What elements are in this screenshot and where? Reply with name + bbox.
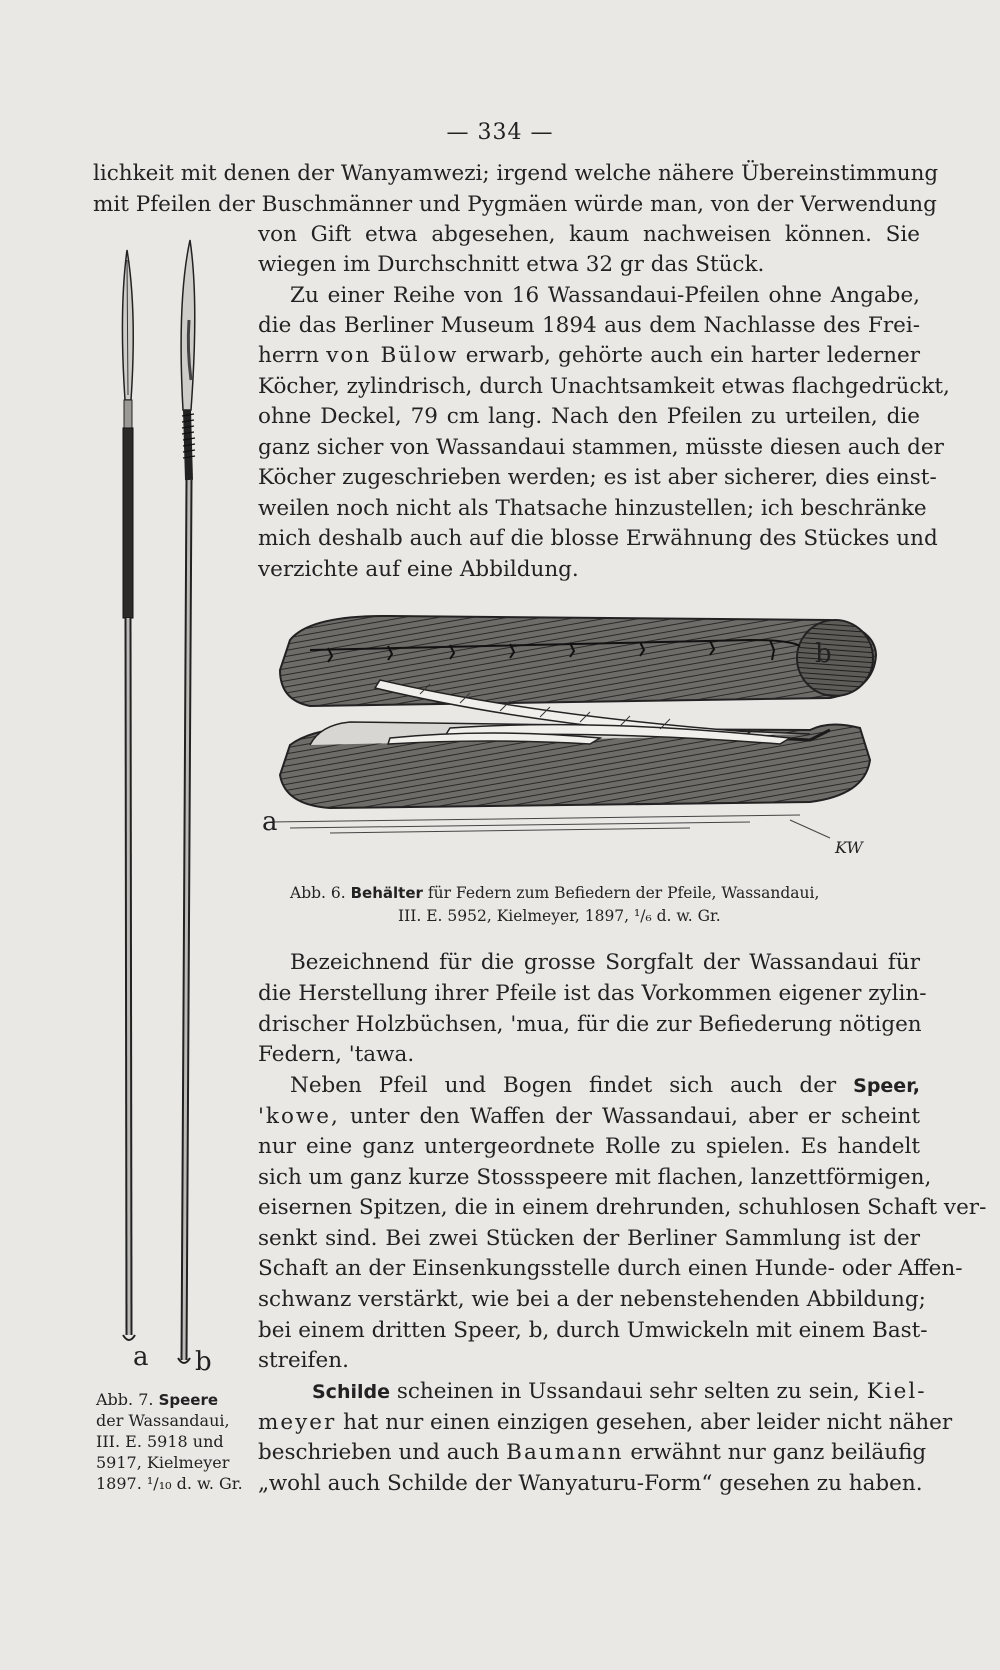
- text-span: scheinen in Ussandaui sehr selten zu sein,: [396, 1379, 860, 1404]
- name-baumann: Baumann: [506, 1440, 624, 1465]
- figure6-signature: KW: [835, 838, 863, 857]
- text-line: lichkeit mit denen der Wanyamwezi; irgend welche nähere Übereinstimmung: [93, 161, 939, 186]
- text-line: die Herstellung ihrer Pfeile ist das Vorkommen eigener zylin-: [258, 981, 927, 1006]
- text-span: herrn: [258, 343, 319, 368]
- text-span: erwarb, gehörte auch ein harter lederner: [465, 343, 920, 368]
- text-span: den Waffen der Wassandaui, aber er scheint: [419, 1104, 920, 1129]
- text-span: beschrieben und auch: [258, 1440, 500, 1465]
- name-spaced: von Bülow: [326, 343, 459, 368]
- text-line: „wohl auch Schilde der Wanyaturu-Form“ gesehen zu haben.: [258, 1471, 923, 1496]
- figure7-caption-line1: [96, 1389, 218, 1411]
- caption-bold: Speere: [158, 1391, 219, 1409]
- figure7-label-a: a: [133, 1342, 149, 1372]
- text-line: Federn, 'tawa.: [258, 1042, 415, 1067]
- figure6-label-a: a: [262, 807, 278, 837]
- page-number: — 334 —: [446, 120, 554, 145]
- text-line: [258, 341, 920, 371]
- figure6-caption-line1: [290, 882, 819, 904]
- term-kowe: 'kowe,: [258, 1104, 340, 1129]
- figure7-caption-line2: der Wassandaui,: [96, 1411, 230, 1430]
- text-line: [258, 1438, 927, 1468]
- text-line: sich um ganz kurze Stossspeere mit flachen, lanzettförmigen,: [258, 1165, 932, 1190]
- text-line: senkt sind. Bei zwei Stücken der Berliner Sammlung ist der: [258, 1226, 920, 1251]
- text-line: Köcher zugeschrieben werden; es ist aber sicherer, dies einst-: [258, 465, 937, 490]
- text-line: ganz sicher von Wassandaui stammen, müsste diesen auch der: [258, 435, 944, 460]
- figure7-label-b: b: [195, 1347, 212, 1377]
- text-line: nur eine ganz untergeordnete Rolle zu spielen. Es handelt: [258, 1134, 920, 1159]
- figure7-caption-line4: 5917, Kielmeyer: [96, 1453, 230, 1472]
- text-line: eisernen Spitzen, die in einem drehrunden, schuhlosen Schaft ver-: [258, 1195, 987, 1220]
- text-line: Zu einer Reihe von 16 Wassandaui-Pfeilen ohne Angabe,: [290, 283, 920, 308]
- text-line: weilen noch nicht als Thatsache hinzustellen; ich beschränke: [258, 496, 927, 521]
- text-line: verzichte auf eine Abbildung.: [258, 557, 579, 582]
- figure6-label-b: b: [815, 639, 832, 669]
- text-line: von Gift etwa abgesehen, kaum nachweisen können. Sie: [258, 222, 920, 247]
- keyword-speer: Speer,: [853, 1075, 920, 1097]
- name-kielmeyer-part1: Kiel-: [866, 1379, 927, 1404]
- figure7-caption-line3: III. E. 5918 und: [96, 1432, 224, 1451]
- caption-prefix: Abb. 6.: [290, 884, 346, 902]
- text-span: drischer Holzbüchsen, 'mua, für die zur Befiederung nötigen: [258, 1012, 922, 1037]
- text-line: streifen.: [258, 1348, 349, 1373]
- figure7-caption-line5: 1897. ¹/₁₀ d. w. Gr.: [96, 1474, 243, 1493]
- text-span: erwähnt nur ganz beiläufig: [630, 1440, 927, 1465]
- text-line: ohne Deckel, 79 cm lang. Nach den Pfeilen zu urteilen, die: [258, 404, 920, 429]
- text-line: [312, 1377, 927, 1407]
- text-line: bei einem dritten Speer, b, durch Umwickeln mit einem Bast-: [258, 1318, 928, 1343]
- figure6-caption-line2: III. E. 5952, Kielmeyer, 1897, ¹/₆ d. w. Gr.: [398, 907, 721, 925]
- text-line: wiegen im Durchschnitt etwa 32 gr das Stück.: [258, 252, 765, 277]
- text-line: mich deshalb auch auf die blosse Erwähnung des Stückes und: [258, 526, 938, 551]
- caption-text: für Federn zum Befiedern der Pfeile, Wassandaui,: [427, 884, 820, 902]
- text-line: [258, 1408, 953, 1438]
- text-line: Köcher, zylindrisch, durch Unachtsamkeit etwas flachgedrückt,: [258, 374, 950, 399]
- figure-feather-container-illustration: [262, 610, 890, 865]
- text-span: unter: [350, 1104, 410, 1129]
- keyword-schilde: Schilde: [312, 1381, 390, 1403]
- text-line: [258, 1010, 920, 1040]
- figure-spears-illustration: [105, 240, 235, 1380]
- text-line: Schaft an der Einsenkungsstelle durch einen Hunde- oder Affen-: [258, 1256, 963, 1281]
- text-span: hat nur einen einzigen gesehen, aber leider nicht näher: [343, 1410, 953, 1435]
- text-line: schwanz verstärkt, wie bei a der nebenstehenden Abbildung;: [258, 1287, 926, 1312]
- text-line: mit Pfeilen der Buschmänner und Pygmäen würde man, von der Verwendung: [93, 192, 937, 217]
- text-span: Neben Pfeil und Bogen findet sich auch der: [290, 1073, 837, 1098]
- text-line: die das Berliner Museum 1894 aus dem Nachlasse des Frei-: [258, 313, 920, 338]
- caption-bold: Behälter: [350, 884, 423, 902]
- text-line: [290, 1071, 920, 1101]
- text-line: Bezeichnend für die grosse Sorgfalt der Wassandaui für: [290, 950, 920, 975]
- caption-prefix: Abb. 7.: [96, 1390, 154, 1409]
- text-line: [258, 1102, 920, 1132]
- name-kielmeyer-part2: meyer: [258, 1410, 337, 1435]
